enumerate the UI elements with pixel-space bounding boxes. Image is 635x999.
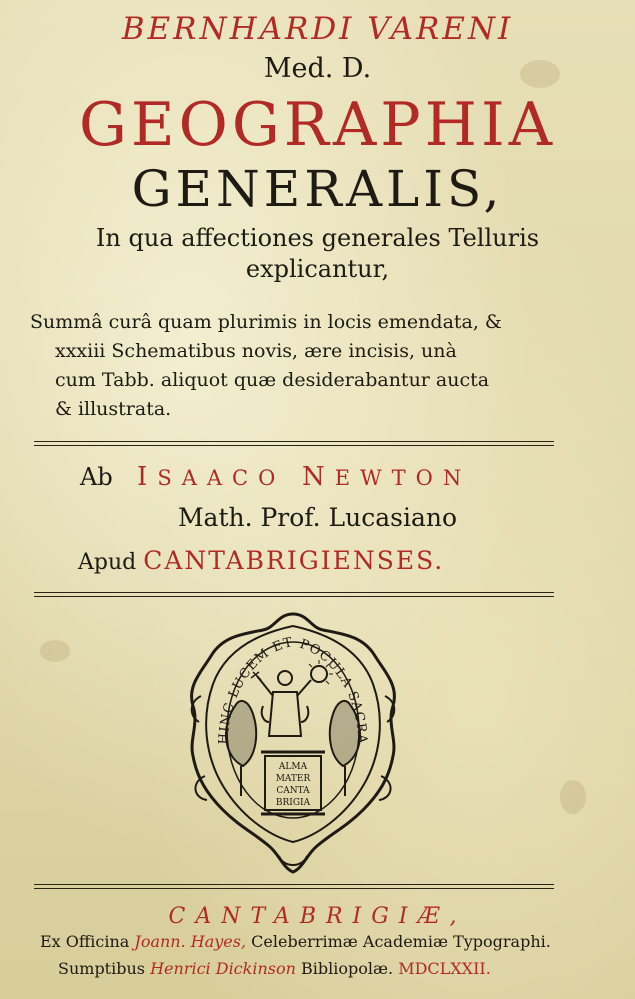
editor-chair: Math. Prof. Lucasiano [177,503,458,532]
book-title: GEOGRAPHIA [78,90,557,160]
paper-stain [40,640,70,662]
imprint-bookseller-line [58,961,491,977]
editor-prefix: Ab [80,463,113,491]
printer-suffix: Celeberrimæ Academiæ Typographi. [251,932,551,951]
editor-last-name: EWTON [334,466,472,490]
paper-stain [560,780,586,814]
bookseller-suffix: Bibliopolæ. [301,959,394,978]
note-line-3: cum Tabb. aliquot quæ desiderabantur aucta [55,369,490,391]
device-motto: HINC LUCEM ET POCULA SACRA [216,634,370,745]
editor-line [80,464,471,490]
imprint-printer-line [40,934,551,950]
cambridge-printer-device [183,606,403,876]
printer-prefix: Ex Officina [40,932,130,951]
university-line [78,548,444,574]
imprint-city: CANTABRIGIÆ, [168,904,467,929]
note-line-4: & illustrata. [55,398,172,420]
printer-name: Joann. Hayes, [134,932,247,951]
bookseller-prefix: Sumptibus [58,959,145,978]
author-degree: Med. D. [263,53,372,84]
note-line-1: Summâ curâ quam plurimis in locis emendata, & [30,311,502,333]
shield-text-2: MATER [275,774,311,784]
shield-text-1: ALMA [278,762,308,772]
divider-rule [34,592,554,597]
editor-first-name: SAACO [157,466,286,490]
editor-last-initial: N [302,462,335,492]
publication-year: MDCLXXII. [398,959,491,978]
description-line-1: In qua affectiones generales Telluris [95,224,540,252]
bookseller-name: Henrici Dickinson [150,959,296,978]
note-line-2: xxxiii Schematibus novis, ære incisis, unà [55,340,457,362]
shield-text-4: BRIGIA [275,798,311,808]
editor-first-initial: I [137,462,158,492]
editor-name [120,462,472,492]
book-subtitle: GENERALIS, [131,160,504,218]
apud-prefix: Apud [78,550,137,575]
description-line-2: explicantur, [245,255,390,283]
shield-text-3: CANTA [276,786,310,796]
author-name: BERNHARDI VARENI [121,11,514,47]
divider-rule [34,884,554,889]
divider-rule [34,441,554,446]
university-name: CANTABRIGIENSES. [143,546,445,575]
